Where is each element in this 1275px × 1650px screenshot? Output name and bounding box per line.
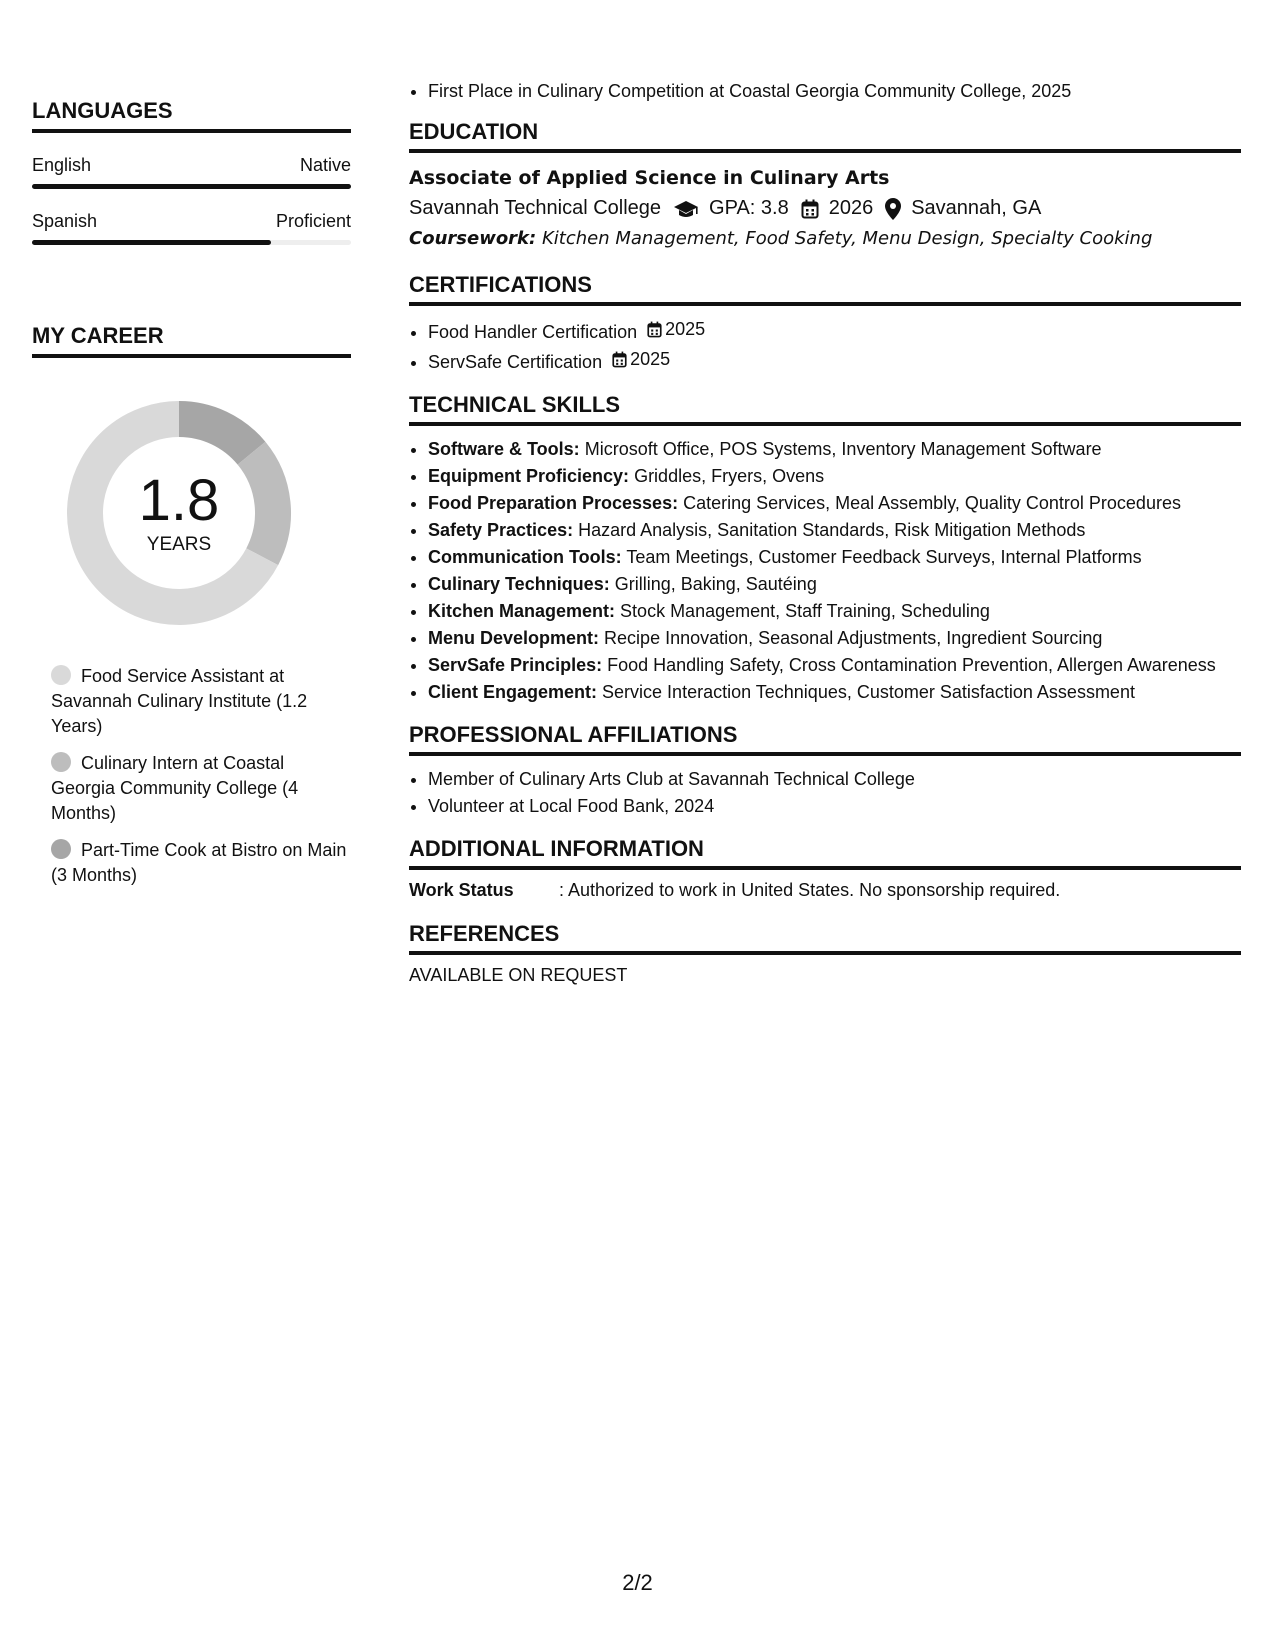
- languages-title: LANGUAGES: [32, 98, 351, 133]
- career-donut: [66, 400, 292, 626]
- references-title: REFERENCES: [409, 921, 1241, 955]
- additional-section: [409, 836, 1241, 901]
- affiliations-section: [409, 722, 1241, 820]
- skill-label: Culinary Techniques:: [428, 574, 610, 594]
- certifications-title: CERTIFICATIONS: [409, 272, 1241, 306]
- legend-dot: [51, 665, 71, 685]
- list-item: [428, 346, 1241, 376]
- skill-value: Food Handling Safety, Cross Contamination Prevention, Allergen Awareness: [607, 655, 1216, 675]
- graduation-year: 2026: [828, 197, 874, 219]
- career-unit: YEARS: [146, 534, 212, 555]
- language-level: Proficient: [275, 211, 351, 231]
- cert-name: ServSafe Certification: [428, 352, 603, 372]
- graduation-cap-icon: [673, 199, 699, 219]
- skill-item: [428, 544, 1241, 571]
- affiliations-list: [409, 766, 1241, 820]
- language-item: [32, 155, 351, 189]
- skill-label: Food Preparation Processes:: [428, 493, 679, 513]
- language-bar-fill: [32, 240, 271, 245]
- language-bar-fill: [32, 184, 351, 189]
- skill-label: Safety Practices:: [428, 520, 574, 540]
- list-item: • First Place in Culinary Competition at Coastal Georgia Community College, 2025: [428, 78, 1241, 105]
- skill-item: [428, 571, 1241, 598]
- coursework-value: Kitchen Management, Food Safety, Menu Design, Specialty Cooking: [541, 228, 1153, 249]
- career-total: 1.8: [138, 468, 220, 533]
- skill-item: [428, 625, 1241, 652]
- skills-section: [409, 392, 1241, 706]
- language-item: [32, 211, 351, 245]
- language-bar: [32, 240, 351, 245]
- skill-value: Griddles, Fryers, Ovens: [634, 466, 825, 486]
- education-details: [409, 193, 1241, 224]
- left-column: [32, 98, 351, 900]
- page-number: 2/2: [622, 1570, 653, 1595]
- skill-label: Equipment Proficiency:: [428, 466, 630, 486]
- location: Savannah, GA: [911, 197, 1042, 219]
- career-legend: [51, 664, 351, 888]
- list-item: • Volunteer at Local Food Bank, 2024: [428, 793, 1241, 820]
- right-column: [409, 78, 1241, 986]
- legend-label: Food Service Assistant at Savannah Culinary Institute (1.2 Years): [51, 666, 308, 736]
- career-title: MY CAREER: [32, 323, 351, 358]
- work-status-label: Work Status: [409, 880, 514, 900]
- skill-value: Recipe Innovation, Seasonal Adjustments, Ingredient Sourcing: [604, 628, 1103, 648]
- skill-label: Client Engagement:: [428, 682, 598, 702]
- degree: Associate of Applied Science in Culinary Arts: [409, 167, 890, 189]
- skill-value: Catering Services, Meal Assembly, Quality Control Procedures: [683, 493, 1181, 513]
- legend-item: [51, 664, 351, 739]
- certifications-section: [409, 272, 1241, 376]
- legend-label: Part-Time Cook at Bistro on Main (3 Months): [51, 840, 347, 885]
- certifications-list: [409, 316, 1241, 376]
- skill-value: Service Interaction Techniques, Customer Satisfaction Assessment: [602, 682, 1135, 702]
- language-level: Native: [299, 155, 351, 175]
- skill-item: [428, 490, 1241, 517]
- cert-name: Food Handler Certification: [428, 322, 638, 342]
- legend-item: [51, 751, 351, 826]
- skills-list: [409, 436, 1241, 706]
- calendar-icon: [647, 321, 662, 338]
- additional-title: ADDITIONAL INFORMATION: [409, 836, 1241, 870]
- skill-label: Communication Tools:: [428, 547, 622, 567]
- legend-label: Culinary Intern at Coastal Georgia Community College (4 Months): [51, 753, 299, 823]
- skills-title: TECHNICAL SKILLS: [409, 392, 1241, 426]
- references-section: [409, 921, 1241, 986]
- skill-item: [428, 679, 1241, 706]
- cert-year: 2025: [665, 319, 706, 339]
- skill-label: ServSafe Principles:: [428, 655, 603, 675]
- gpa: GPA: 3.8: [709, 197, 789, 219]
- skill-item: [428, 652, 1241, 679]
- skill-label: Software & Tools:: [428, 439, 580, 459]
- skill-item: [428, 436, 1241, 463]
- coursework: [409, 224, 1241, 254]
- calendar-icon: [801, 199, 819, 219]
- school-name: Savannah Technical College: [409, 197, 662, 219]
- skill-item: [428, 463, 1241, 490]
- cert-year: 2025: [630, 349, 671, 369]
- career-section: [32, 323, 351, 888]
- map-pin-icon: [885, 198, 901, 220]
- legend-dot: [51, 752, 71, 772]
- skill-item: [428, 517, 1241, 544]
- language-name: English: [32, 155, 92, 175]
- languages-section: [32, 98, 351, 245]
- skill-label: Kitchen Management:: [428, 601, 616, 621]
- skill-value: Microsoft Office, POS Systems, Inventory Management Software: [584, 439, 1102, 459]
- list-item: [428, 316, 1241, 346]
- awards-list: [409, 78, 1241, 105]
- skill-value: Stock Management, Staff Training, Scheduling: [620, 601, 990, 621]
- language-bar: [32, 184, 351, 189]
- affiliations-title: PROFESSIONAL AFFILIATIONS: [409, 722, 1241, 756]
- skill-label: Menu Development:: [428, 628, 600, 648]
- legend-item: [51, 838, 351, 888]
- references-text: AVAILABLE ON REQUEST: [409, 965, 628, 985]
- education-section: [409, 119, 1241, 254]
- legend-dot: [51, 839, 71, 859]
- skill-value: Team Meetings, Customer Feedback Surveys, Internal Platforms: [626, 547, 1142, 567]
- coursework-label: Coursework:: [409, 228, 537, 249]
- calendar-icon: [612, 351, 627, 368]
- list-item: • Member of Culinary Arts Club at Savannah Technical College: [428, 766, 1241, 793]
- work-status: [409, 880, 1241, 901]
- work-status-value: : Authorized to work in United States. No sponsorship required.: [559, 880, 1061, 900]
- skill-value: Grilling, Baking, Sautéing: [614, 574, 817, 594]
- language-name: Spanish: [32, 211, 98, 231]
- skill-value: Hazard Analysis, Sanitation Standards, Risk Mitigation Methods: [578, 520, 1086, 540]
- skill-item: [428, 598, 1241, 625]
- education-title: EDUCATION: [409, 119, 1241, 153]
